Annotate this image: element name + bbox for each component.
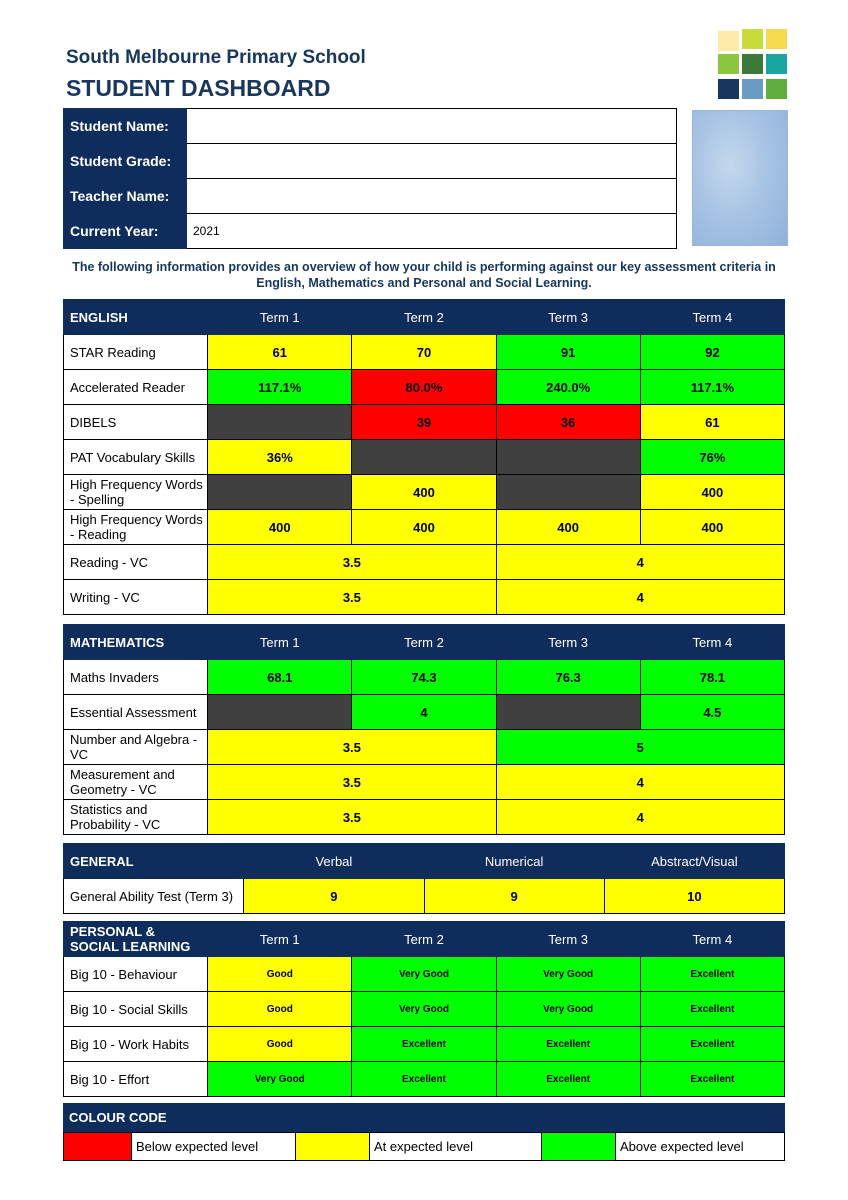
- table-row: [64, 405, 785, 440]
- score-cell: 36%: [208, 440, 352, 475]
- score-cell: 400: [640, 510, 784, 545]
- general-table: [63, 843, 785, 914]
- term-header: Term 1: [208, 300, 352, 335]
- table-row: [64, 440, 785, 475]
- term-header: Term 1: [208, 922, 352, 957]
- semester-score-cell: 4: [496, 800, 784, 835]
- term-header: Term 4: [640, 625, 784, 660]
- student-photo: [692, 110, 788, 246]
- term-header: Term 4: [640, 300, 784, 335]
- rating-cell: Excellent: [640, 957, 784, 992]
- term-header: Term 2: [352, 300, 496, 335]
- row-label: Accelerated Reader: [64, 370, 208, 405]
- general-heading: GENERAL: [64, 844, 244, 879]
- maths-heading: MATHEMATICS: [64, 625, 208, 660]
- above-swatch: [542, 1133, 616, 1161]
- row-label: Statistics and Probability - VC: [64, 800, 208, 835]
- score-cell: 117.1%: [640, 370, 784, 405]
- score-cell: 4: [352, 695, 496, 730]
- score-cell: 39: [352, 405, 496, 440]
- no-data-cell: [352, 440, 496, 475]
- row-label: Big 10 - Social Skills: [64, 992, 208, 1027]
- table-row: [64, 765, 785, 800]
- score-cell: 61: [208, 335, 352, 370]
- rating-cell: Very Good: [208, 1062, 352, 1097]
- below-label: Below expected level: [132, 1133, 296, 1161]
- term-header: Term 3: [496, 922, 640, 957]
- table-row: [64, 370, 785, 405]
- no-data-cell: [496, 440, 640, 475]
- student-name-field[interactable]: [187, 109, 677, 144]
- term-header: Term 2: [352, 922, 496, 957]
- psl-table: [63, 921, 785, 1097]
- no-data-cell: [208, 405, 352, 440]
- row-label: General Ability Test (Term 3): [64, 879, 244, 914]
- score-cell: 400: [640, 475, 784, 510]
- semester-score-cell: 3.5: [208, 765, 496, 800]
- score-cell: 68.1: [208, 660, 352, 695]
- table-row: [64, 475, 785, 510]
- no-data-cell: [208, 475, 352, 510]
- row-label: Big 10 - Behaviour: [64, 957, 208, 992]
- score-cell: 76%: [640, 440, 784, 475]
- student-grade-label: Student Grade:: [64, 144, 187, 179]
- rating-cell: Excellent: [640, 1027, 784, 1062]
- semester-score-cell: 4: [496, 765, 784, 800]
- score-cell: 10: [604, 879, 784, 914]
- rating-cell: Excellent: [352, 1027, 496, 1062]
- table-row: [64, 660, 785, 695]
- intro-text: The following information provides an overview of how your child is performing against our key assessment criteria in English, Mathematics and Personal and Social Learning.: [72, 260, 776, 290]
- term-header: Term 3: [496, 300, 640, 335]
- score-cell: 4.5: [640, 695, 784, 730]
- score-cell: 61: [640, 405, 784, 440]
- rating-cell: Excellent: [640, 992, 784, 1027]
- no-data-cell: [496, 695, 640, 730]
- row-label: High Frequency Words - Spelling: [64, 475, 208, 510]
- student-info-table: [63, 108, 677, 249]
- psl-heading: PERSONAL & SOCIAL LEARNING: [64, 922, 208, 957]
- semester-score-cell: 3.5: [208, 580, 496, 615]
- score-cell: 240.0%: [496, 370, 640, 405]
- colour-code-heading: COLOUR CODE: [63, 1103, 785, 1132]
- row-label: PAT Vocabulary Skills: [64, 440, 208, 475]
- score-cell: 117.1%: [208, 370, 352, 405]
- table-row: [64, 957, 785, 992]
- current-year-field[interactable]: 2021: [187, 214, 677, 249]
- table-row: [64, 992, 785, 1027]
- maths-table: [63, 624, 785, 835]
- school-name: South Melbourne Primary School: [66, 47, 366, 68]
- score-cell: 400: [352, 510, 496, 545]
- row-label: Writing - VC: [64, 580, 208, 615]
- rating-cell: Very Good: [496, 957, 640, 992]
- score-cell: 9: [244, 879, 424, 914]
- row-label: Big 10 - Effort: [64, 1062, 208, 1097]
- school-logo: [716, 29, 790, 101]
- score-cell: 9: [424, 879, 604, 914]
- rating-cell: Very Good: [352, 957, 496, 992]
- rating-cell: Good: [208, 957, 352, 992]
- term-header: Term 2: [352, 625, 496, 660]
- teacher-name-field[interactable]: [187, 179, 677, 214]
- score-cell: 91: [496, 335, 640, 370]
- score-cell: 70: [352, 335, 496, 370]
- table-row: [64, 1027, 785, 1062]
- rating-cell: Good: [208, 992, 352, 1027]
- rating-cell: Excellent: [640, 1062, 784, 1097]
- at-swatch: [296, 1133, 370, 1161]
- semester-score-cell: 4: [496, 580, 784, 615]
- row-label: Number and Algebra - VC: [64, 730, 208, 765]
- column-header: Abstract/Visual: [604, 844, 784, 879]
- score-cell: 400: [352, 475, 496, 510]
- rating-cell: Very Good: [352, 992, 496, 1027]
- table-row: [64, 580, 785, 615]
- score-cell: 74.3: [352, 660, 496, 695]
- row-label: Reading - VC: [64, 545, 208, 580]
- above-label: Above expected level: [616, 1133, 785, 1161]
- student-name-label: Student Name:: [64, 109, 187, 144]
- table-row: [64, 545, 785, 580]
- table-row: [64, 1062, 785, 1097]
- row-label: Big 10 - Work Habits: [64, 1027, 208, 1062]
- rating-cell: Excellent: [496, 1027, 640, 1062]
- row-label: DIBELS: [64, 405, 208, 440]
- page-title: STUDENT DASHBOARD: [66, 75, 331, 101]
- semester-score-cell: 3.5: [208, 730, 496, 765]
- semester-score-cell: 5: [496, 730, 784, 765]
- row-label: Measurement and Geometry - VC: [64, 765, 208, 800]
- current-year-label: Current Year:: [64, 214, 187, 249]
- no-data-cell: [496, 475, 640, 510]
- row-label: STAR Reading: [64, 335, 208, 370]
- term-header: Term 3: [496, 625, 640, 660]
- rating-cell: Excellent: [352, 1062, 496, 1097]
- table-row: [64, 730, 785, 765]
- table-row: [64, 695, 785, 730]
- score-cell: 400: [208, 510, 352, 545]
- semester-score-cell: 3.5: [208, 800, 496, 835]
- at-label: At expected level: [370, 1133, 542, 1161]
- table-row: [64, 510, 785, 545]
- colour-code-legend: [63, 1132, 785, 1161]
- semester-score-cell: 4: [496, 545, 784, 580]
- rating-cell: Very Good: [496, 992, 640, 1027]
- row-label: High Frequency Words - Reading: [64, 510, 208, 545]
- teacher-name-label: Teacher Name:: [64, 179, 187, 214]
- no-data-cell: [208, 695, 352, 730]
- english-table: [63, 299, 785, 615]
- column-header: Verbal: [244, 844, 424, 879]
- table-row: [64, 800, 785, 835]
- row-label: Essential Assessment: [64, 695, 208, 730]
- score-cell: 400: [496, 510, 640, 545]
- table-row: [64, 335, 785, 370]
- rating-cell: Excellent: [496, 1062, 640, 1097]
- term-header: Term 4: [640, 922, 784, 957]
- column-header: Numerical: [424, 844, 604, 879]
- score-cell: 36: [496, 405, 640, 440]
- score-cell: 78.1: [640, 660, 784, 695]
- below-swatch: [64, 1133, 132, 1161]
- score-cell: 80.0%: [352, 370, 496, 405]
- row-label: Maths Invaders: [64, 660, 208, 695]
- english-heading: ENGLISH: [64, 300, 208, 335]
- term-header: Term 1: [208, 625, 352, 660]
- student-grade-field[interactable]: [187, 144, 677, 179]
- table-row: [64, 879, 785, 914]
- score-cell: 92: [640, 335, 784, 370]
- semester-score-cell: 3.5: [208, 545, 496, 580]
- rating-cell: Good: [208, 1027, 352, 1062]
- score-cell: 76.3: [496, 660, 640, 695]
